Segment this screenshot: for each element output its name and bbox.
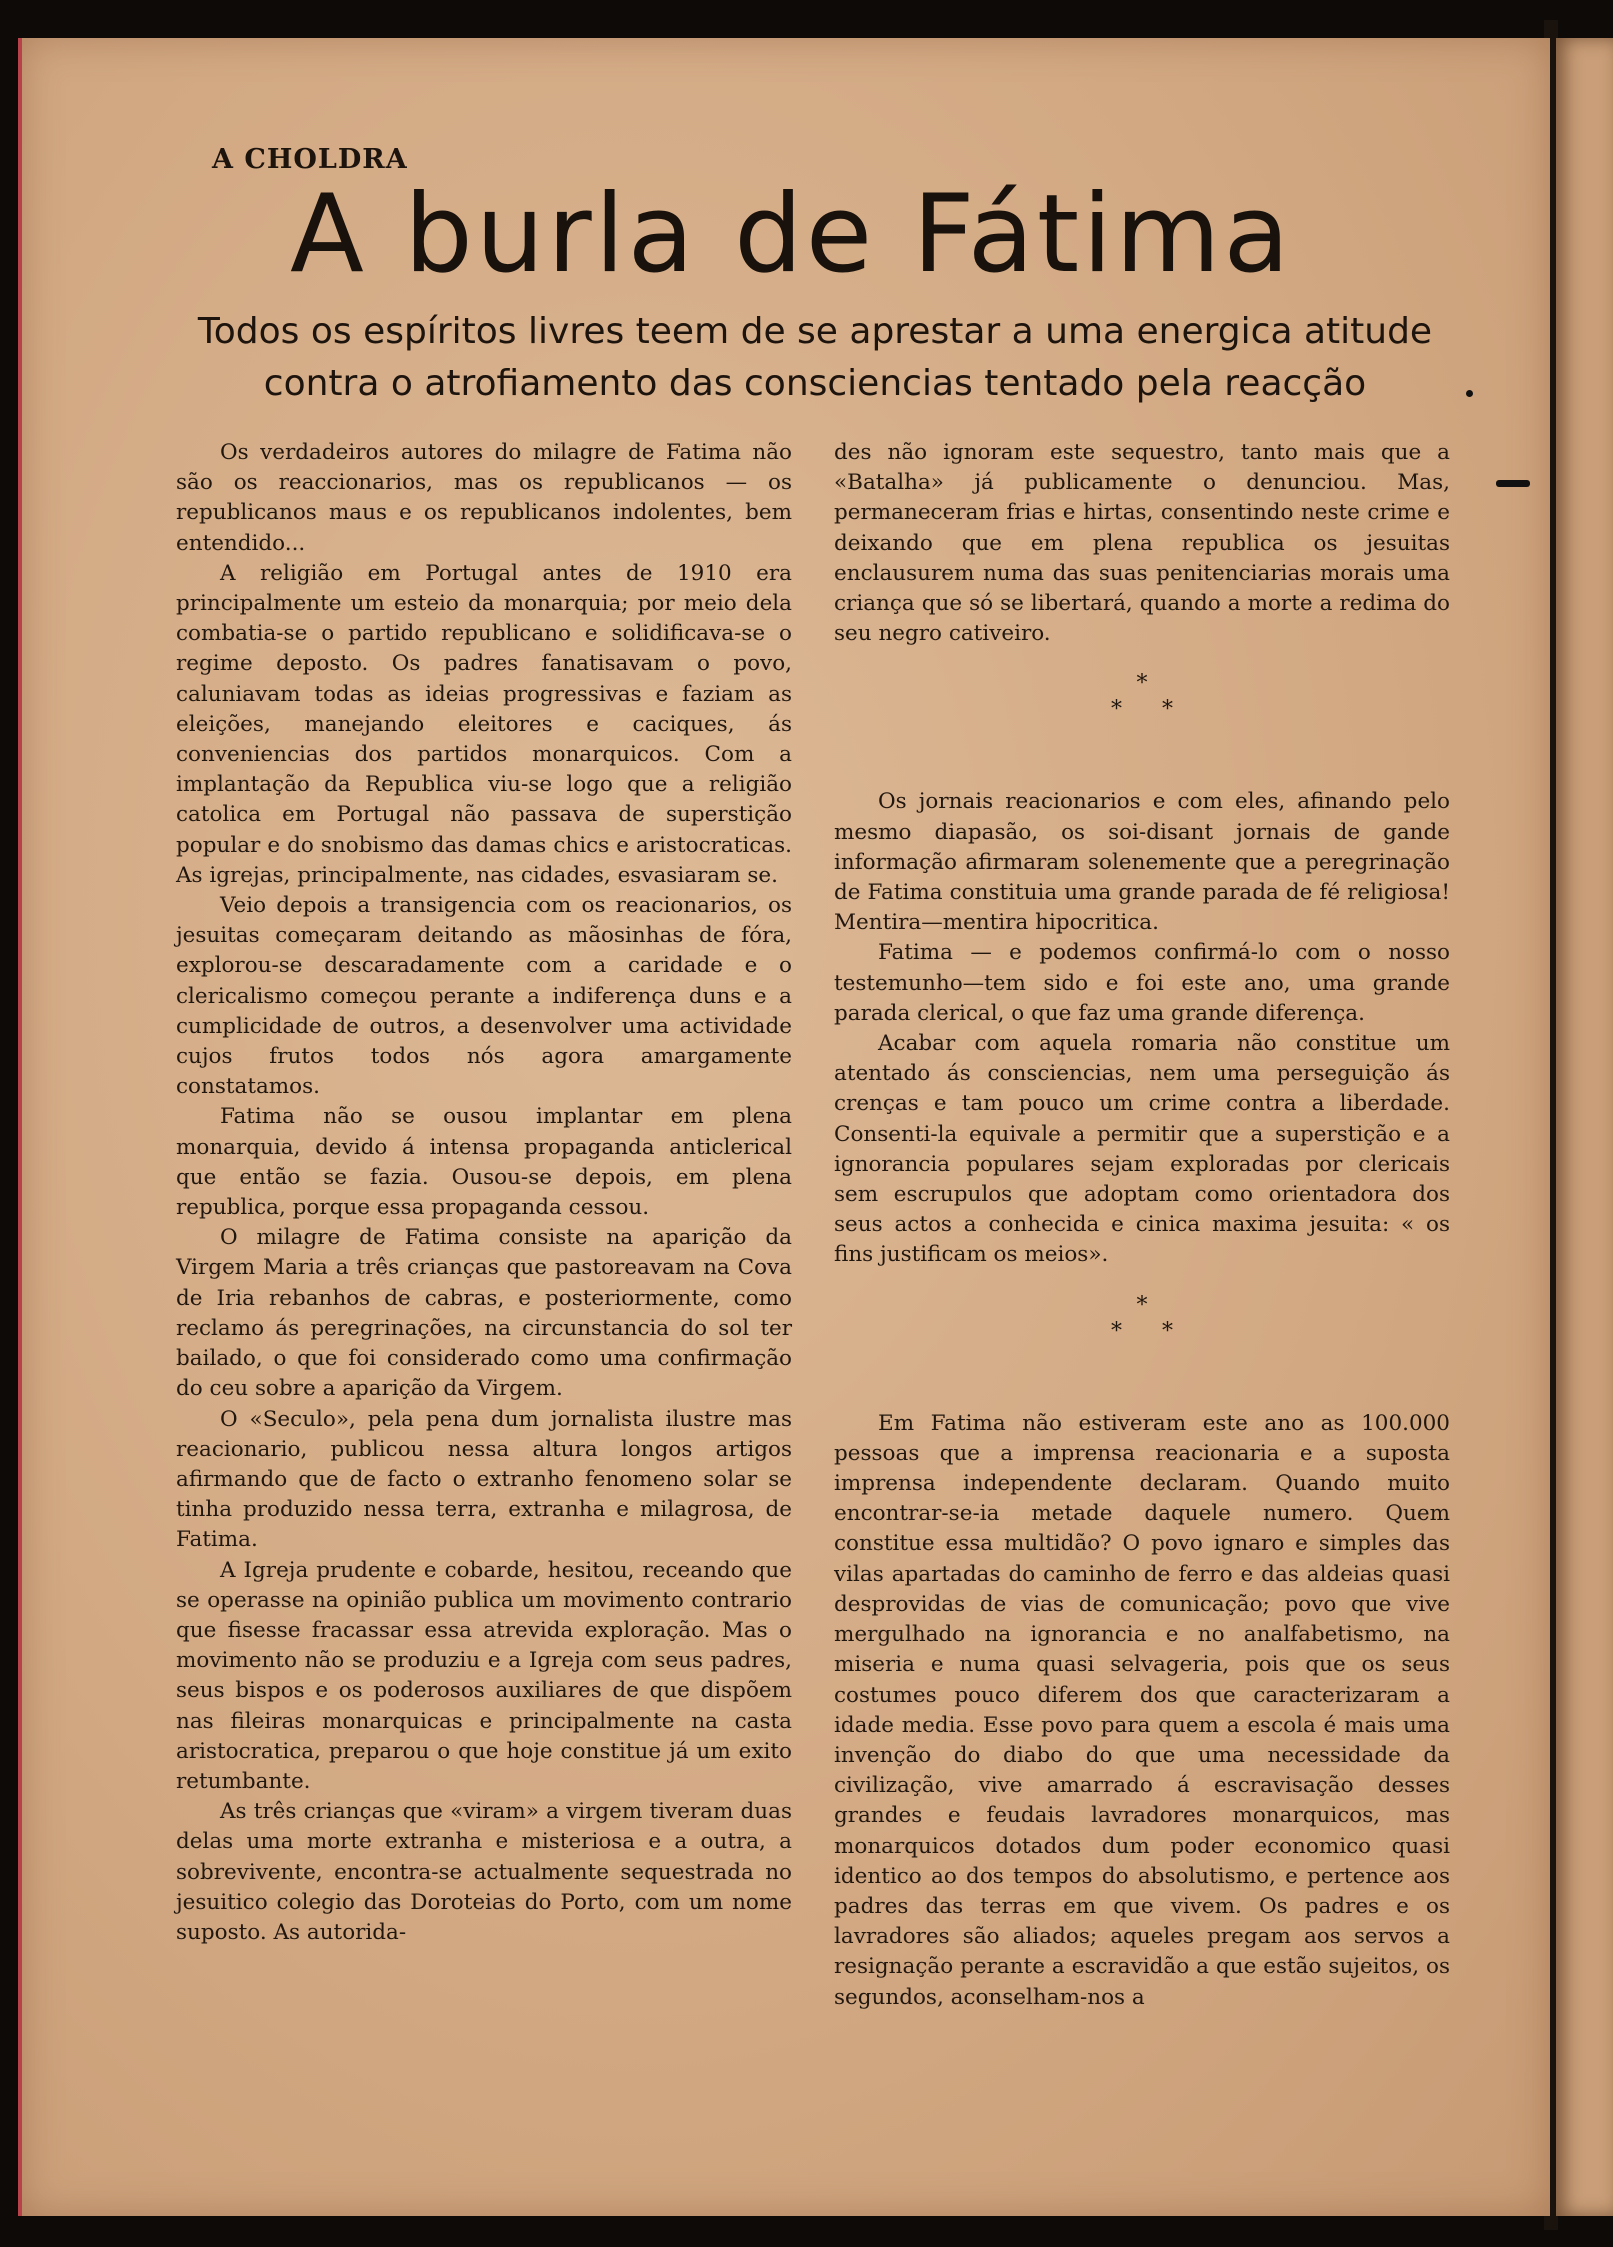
- paragraph: Em Fatima não estiveram este ano as 100.000 pessoas que a imprensa reacionaria e a suposta imprensa independente declaram. Quando muito encontrar-se-ia metade daquele numero. Quem constitue essa multidão? O povo ignaro e simples das vilas apartadas do caminho de ferro e das aldeias quasi desprovidas de vias de comunicação; povo que vive mergulhado na ignorancia e no analfabetismo, na miseria e numa quasi selvageria, pois que os seus costumes pouco diferem dos que caracterizaram a idade media. Esse povo para quem a escola é mais uma invenção do diabo do que uma necessidade da civilização, vive amarrado á escravisação desses grandes e feudais lavradores monarquicos, mas monarquicos dotados dum poder economico quasi identico ao dos tempos do absolutismo, e pertence aos padres das terras em que vivem. Os padres e os lavradores são aliados; aqueles pregam aos servos a resignação perante a escravidão a que estão sujeitos, os segundos, aconselham-nos a: [834, 1410, 1450, 2010]
- paragraph: Fatima — e podemos confirmá-lo com o nosso testemunho—tem sido e foi este ano, uma grande parada clerical, o que faz uma grande diferença.: [834, 940, 1450, 1026]
- subheadline-line-2: contra o atrofiamento das consciencias tentado pela reacção: [263, 363, 1367, 404]
- right-column: [834, 438, 1450, 2013]
- subheadline: [150, 306, 1480, 410]
- paragraph: A religião em Portugal antes de 1910 era principalmente um esteio da monarquia; por meio dela combatia-se o partido republicano e solidificava-se o regime deposto. Os padres fanatisavam o povo, caluniavam todas as ideias progressivas e faziam as eleições, manejando eleitores e caciques, ás conveniencias dos partidos monarquicos. Com a implantação da Republica viu-se logo que a religião catolica em Portugal não passava de superstição popular e do snobismo das damas chics e aristocraticas. As igrejas, principalmente, nas cidades, esvasiaram se.: [176, 560, 792, 888]
- separator-star: *: [1111, 1318, 1162, 1344]
- paragraph: Veio depois a transigencia com os reacionarios, os jesuitas começaram deitando as mãosinhas de fóra, explorou-se descaradamente com a caridade e o clericalismo começou perante a indiferença duns e a cumplicidade de outros, a desenvolver uma actividade cujos frutos todos nós agora amargamente constatamos.: [176, 893, 792, 1100]
- paragraph: des não ignoram este sequestro, tanto mais que a «Batalha» já publicamente o denunciou. Mas, permaneceram frias e hirtas, consentindo neste crime e deixando que em plena republica os jesuitas enclausurem numa das suas penitenciarias morais uma criança que só se libertará, quando a morte a redima do seu negro cativeiro.: [834, 440, 1450, 647]
- paragraph: Os jornais reacionarios e com eles, afinando pelo mesmo diapasão, os soi-disant jornais de gande informação afirmaram solenemente que a peregrinação de Fatima constituia uma grande parada de fé religiosa! Mentira—mentira hipocritica.: [834, 789, 1450, 936]
- paragraph: O milagre de Fatima consiste na aparição da Virgem Maria a três crianças que pastoreavam na Cova de Iria rebanhos de cabras, e posteriormente, como reclamo ás peregrinações, na circunstancia do sol ter bailado, o que foi considerado como uma confirmação do ceu sobre a aparição da Virgem.: [176, 1225, 792, 1402]
- adjacent-page-edge: [1556, 38, 1613, 2216]
- section-separator: [834, 1293, 1450, 1345]
- subheadline-line-1: Todos os espíritos livres teem de se aprestar a uma energica atitude: [197, 311, 1433, 352]
- paragraph: O «Seculo», pela pena dum jornalista ilustre mas reacionario, publicou nessa altura longos artigos afirmando que de facto o extranho fenomeno solar se tinha produzido nessa terra, extranha e milagrosa, de Fatima.: [176, 1406, 792, 1553]
- section-separator: [834, 671, 1450, 723]
- separator-star: *: [1162, 697, 1213, 723]
- separator-star: *: [1162, 1318, 1213, 1344]
- paragraph: Acabar com aquela romaria não constitue um atentado ás consciencias, nem uma perseguição ás crenças e tam pouco um crime contra a liberdade. Consenti-la equivale a permitir que a superstição e a ignorancia populares sejam exploradas por clericais sem escrupulos que adoptam como orientadora dos seus actos a conhecida e cinica maxima jesuita: « os fins justificam os meios».: [834, 1031, 1450, 1268]
- separator-star: *: [1111, 697, 1162, 723]
- ink-mark: [1496, 480, 1530, 487]
- separator-star: *: [1136, 671, 1148, 697]
- separator-star: *: [1136, 1292, 1148, 1318]
- paragraph: As três crianças que «viram» a virgem tiveram duas delas uma morte extranha e misteriosa e a outra, a sobrevivente, encontra-se actualmente sequestrada no jesuitico colegio das Doroteias do Porto, com um nome suposto. As autorida-: [176, 1799, 792, 1945]
- left-column: [176, 438, 792, 1948]
- paragraph: Os verdadeiros autores do milagre de Fatima não são os reaccionarios, mas os republicanos — os republicanos maus e os republicanos indolentes, bem entendido...: [176, 440, 792, 556]
- paragraph: A Igreja prudente e cobarde, hesitou, receando que se operasse na opinião publica um movimento contrario que fisesse fracassar essa atrevida exploração. Mas o movimento não se produziu e a Igreja com seus padres, seus bispos e os poderosos auxiliares de que dispõem nas fileiras monarquicas e principalmente na casta aristocratica, preparou o que hoje constitue já um exito retumbante.: [176, 1557, 792, 1794]
- headline: A burla de Fátima: [290, 172, 1293, 297]
- ink-dot: [1466, 390, 1473, 397]
- masthead: A CHOLDRA: [212, 144, 408, 175]
- paragraph: Fatima não se ousou implantar em plena monarquia, devido á intensa propaganda anticlerical que então se fazia. Ousou-se depois, em plena republica, porque essa propaganda cessou.: [176, 1104, 792, 1221]
